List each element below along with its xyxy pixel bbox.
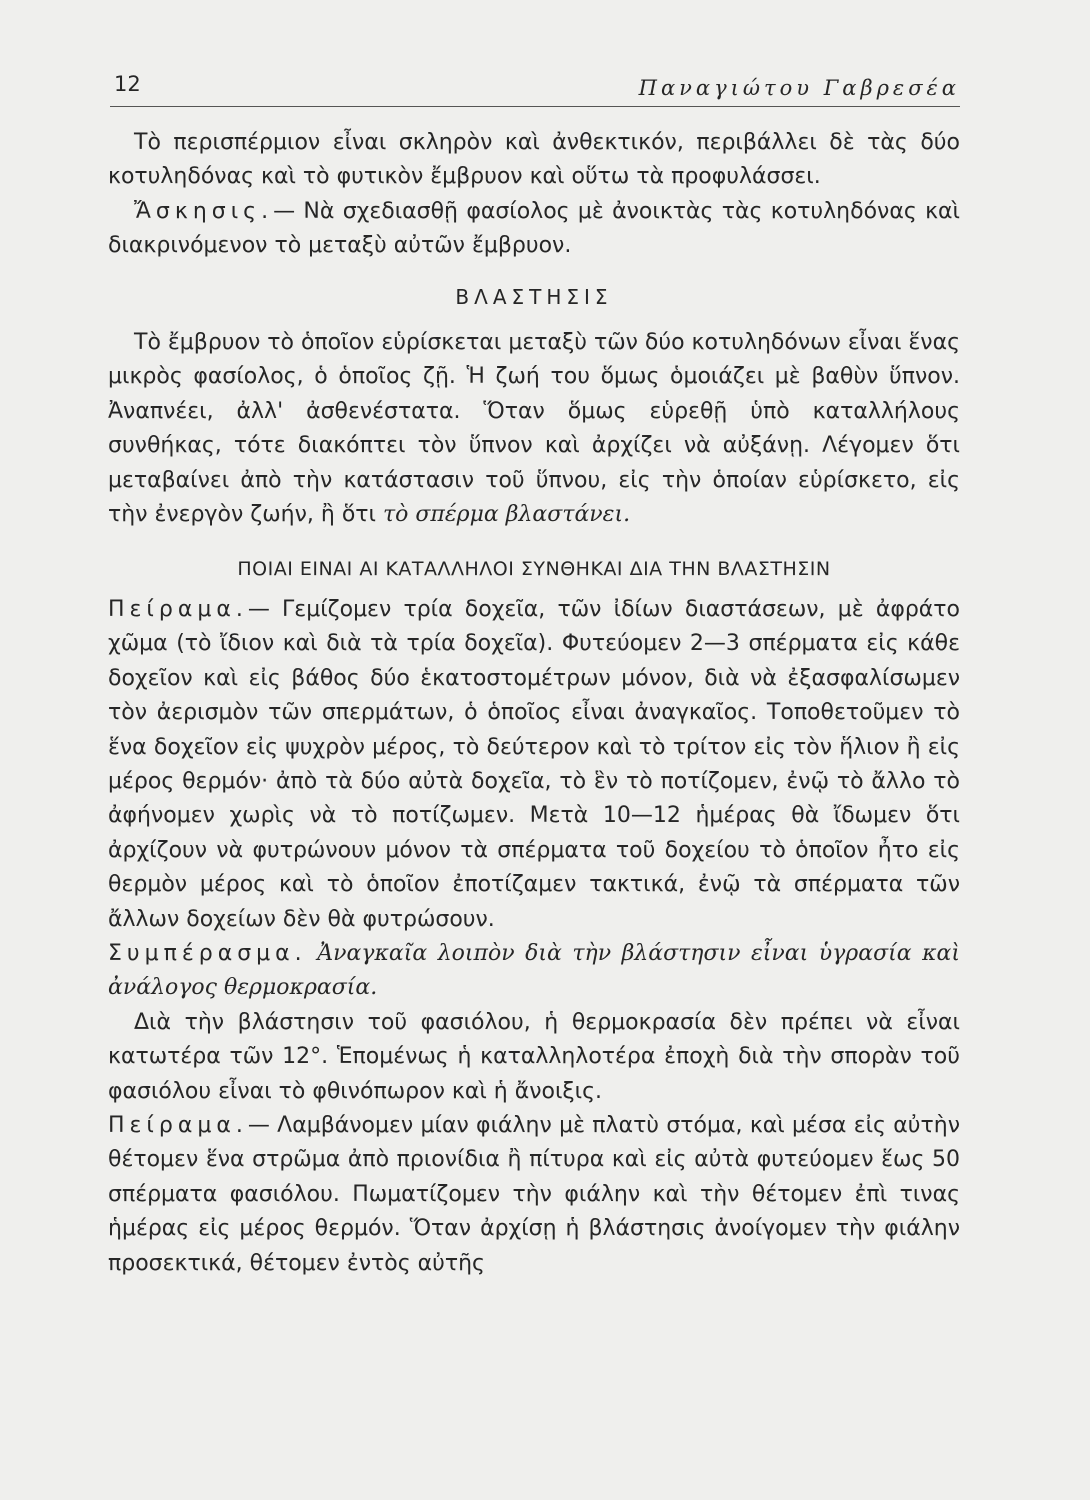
paragraph-text: Τὸ ἔμβρυον τὸ ὁποῖον εὑρίσκεται μεταξὺ τῶν δύο κοτυληδόνων εἶναι ἕνας μικρὸς φασίολος, ὁ ὁποῖος ζῇ. Ἡ ζωή του ὅμως ὁμοιάζει μὲ βαθὺν ὕπνον. Ἀναπνέει, ἀλλ' ἀσθενέστατα. Ὅταν ὅμως εὑρεθῇ ὑπὸ καταλλήλους συνθήκας, τότε διακόπτει τὸν ὕπνον καὶ ἀρχίζει νὰ αὐξάνῃ. Λέγομεν ὅτι μεταβαίνει ἀπὸ τὴν κατάστασιν τοῦ ὕπνου, εἰς τὴν ὁποίαν εὑρίσκετο, εἰς τὴν ἐνεργὸν ζωήν, ἢ ὅτι (108, 330, 960, 528)
experiment-label: Πείραμα. (108, 596, 248, 622)
page-number: 12 (114, 72, 141, 96)
experiment-text: — Γεμίζομεν τρία δοχεῖα, τῶν ἰδίων διαστάσεων, μὲ ἀφράτο χῶμα (τὸ ἴδιον καὶ διὰ τὰ τρία δοχεῖα). Φυτεύομεν 2—3 σπέρματα εἰς κάθε δοχεῖον καὶ εἰς βάθος δύο ἑκατοστομέτρων μόνον, διὰ νὰ ἐξασφαλίσωμεν τὸν ἀερισμὸν τῶν σπερμάτων, ὁ ὁποῖος εἶναι ἀναγκαῖος. Τοποθετοῦμεν τὸ ἕνα δοχεῖον εἰς ψυχρὸν μέρος, τὸ δεύτερον καὶ τὸ τρίτον εἰς τὸν ἥλιον ἢ εἰς μέρος θερμόν· ἀπὸ τὰ δύο αὐτὰ δοχεῖα, τὸ ἓν τὸ ποτίζομεν, ἐνῷ τὸ ἄλλο τὸ ἀφήνομεν χωρὶς νὰ τὸ ποτίζωμεν. Μετὰ 10—12 ἡμέρας θὰ ἴδωμεν ὅτι ἀρχίζουν νὰ φυτρώνουν μόνον τὰ σπέρματα τοῦ δοχείου τὸ ὁποῖον ἦτο εἰς θερμὸν μέρος καὶ τὸ ὁποῖον ἐποτίζαμεν τακτικά, ἐνῷ τὰ σπέρματα τῶν ἄλλων δοχείων δὲν θὰ φυτρώσουν. (108, 596, 960, 932)
running-head: Παναγιώτου Γαβρεσέα (638, 76, 960, 100)
exercise-paragraph (108, 195, 960, 264)
section-heading: ΒΛΑΣΤΗΣΙΣ (455, 284, 613, 309)
conclusion-paragraph (108, 937, 960, 1006)
paragraph: Διὰ τὴν βλάστησιν τοῦ φασιόλου, ἡ θερμοκρασία δὲν πρέπει νὰ εἶναι κατωτέρα τῶν 12°. Ἑπομένως ἡ καταλληλοτέρα ἐποχὴ διὰ τὴν σπορὰν τοῦ φασιόλου εἶναι τὸ φθινόπωρον καὶ ἡ ἄνοιξις. (108, 1009, 960, 1104)
italic-phrase: τὸ σπέρμα βλαστάνει. (382, 502, 631, 528)
conclusion-text: Ἀναγκαῖα λοιπὸν διὰ τὴν βλάστησιν εἶναι ὑγρασία καὶ ἀνάλογος θερμοκρασία. (108, 940, 961, 1001)
page-header (110, 66, 960, 107)
paragraph: Τὸ περισπέρμιον εἶναι σκληρὸν καὶ ἀνθεκτικόν, περιβάλλει δὲ τὰς δύο κοτυληδόνας καὶ τὸ φυτικὸν ἔμβρυον καὶ οὕτω τὰ προφυλάσσει. (108, 130, 960, 190)
exercise-text: — Νὰ σχεδιασθῇ φασίολος μὲ ἀνοικτὰς τὰς κοτυληδόνας καὶ διακρινόμενον τὸ μεταξὺ αὐτῶν ἔμβρυον. (108, 198, 960, 259)
exercise-label: Ἄσκησις. (134, 198, 274, 224)
experiment-paragraph (108, 593, 960, 937)
section-heading: ΠΟΙΑΙ ΕΙΝΑΙ ΑΙ ΚΑΤΑΛΛΗΛΟΙ ΣΥΝΘΗΚΑΙ ΔΙΑ ΤΗΝ ΒΛΑΣΤΗΣΙΝ (237, 558, 831, 581)
page-body (108, 126, 960, 1281)
experiment-paragraph (108, 1109, 960, 1281)
paragraph (108, 326, 960, 532)
experiment-text: — Λαμβάνομεν μίαν φιάλην μὲ πλατὺ στόμα, καὶ μέσα εἰς αὐτὴν θέτομεν ἕνα στρῶμα ἀπὸ πριονίδια ἢ πίτυρα καὶ εἰς αὐτὰ φυτεύομεν ἕως 50 σπέρματα φασιόλου. Πωματίζομεν τὴν φιάλην καὶ τὴν θέτομεν ἐπὶ τινας ἡμέρας εἰς μέρος θερμόν. Ὅταν ἀρχίσῃ ἡ βλάστησις ἀνοίγομεν τὴν φιάλην προσεκτικά, θέτομεν ἐντὸς αὐτῆς (108, 1112, 960, 1276)
experiment-label: Πείραμα. (108, 1112, 248, 1138)
conclusion-label: Συμπέρασμα. (108, 940, 307, 966)
